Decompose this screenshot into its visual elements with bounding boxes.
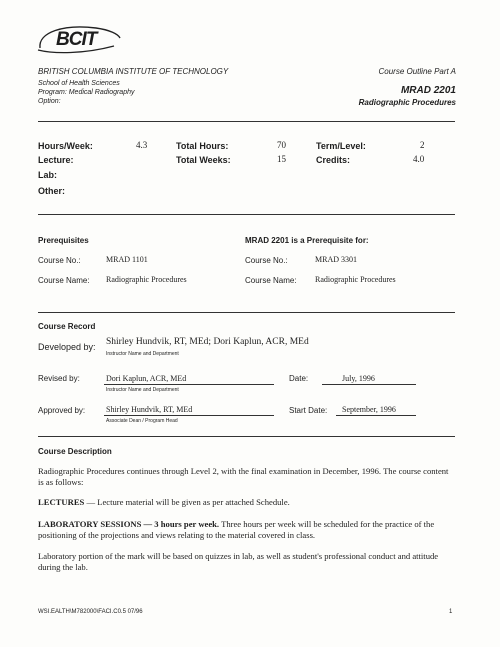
hours-week-value: 4.3 xyxy=(136,140,148,150)
lab-sessions-text: Three hours per week will be scheduled for the practice of the positioning of the projections and views relating to the material covered in class. xyxy=(38,519,435,540)
prereq-for-course-name-label: Course Name: xyxy=(245,276,297,285)
start-date-label: Start Date: xyxy=(289,406,328,415)
prereq-for-course-no-value: MRAD 3301 xyxy=(315,255,358,264)
start-date-value: September, 1996 xyxy=(342,405,396,414)
revised-underline xyxy=(104,384,274,385)
approved-label: Approved by: xyxy=(38,406,86,415)
prereq-heading: Prerequisites xyxy=(38,236,89,245)
prereq-for-heading: MRAD 2201 is a Prerequisite for: xyxy=(245,236,369,245)
description-paragraph-2 xyxy=(38,497,453,508)
credits-label: Credits: xyxy=(316,155,351,165)
date-label: Date: xyxy=(289,374,309,383)
page-number: 1 xyxy=(449,609,453,615)
approved-value: Shirley Hundvik, RT, MEd xyxy=(106,405,193,414)
course-code: MRAD 2201 xyxy=(400,85,456,96)
description-heading: Course Description xyxy=(38,447,112,456)
divider-record xyxy=(38,436,455,437)
term-level-label: Term/Level: xyxy=(316,141,366,151)
date-value: July, 1996 xyxy=(342,374,375,383)
prereq-for-course-name-value: Radiographic Procedures xyxy=(315,275,396,284)
developed-label: Developed by: xyxy=(38,342,96,352)
description-paragraph-1: Radiographic Procedures continues through Level 2, with the final examination in December, 1996. The course content is as follows: xyxy=(38,466,449,487)
lectures-lead: LECTURES xyxy=(38,497,85,507)
total-hours-label: Total Hours: xyxy=(176,141,229,151)
lecture-label: Lecture: xyxy=(38,155,74,165)
start-date-underline xyxy=(336,415,416,416)
revised-value: Dori Kaplun, ACR, MEd xyxy=(106,374,187,383)
prereq-course-no-label: Course No.: xyxy=(38,256,81,265)
developed-value: Shirley Hundvik, RT, MEd; Dori Kaplun, ACR, MEd xyxy=(106,337,309,347)
institute-name: BRITISH COLUMBIA INSTITUTE OF TECHNOLOGY xyxy=(38,67,229,76)
prereq-course-no-value: MRAD 1101 xyxy=(106,255,148,264)
program-name: Program: Medical Radiography xyxy=(38,89,135,96)
approved-caption: Associate Dean / Program Head xyxy=(106,418,178,424)
divider-prereq xyxy=(38,312,455,313)
term-level-value: 2 xyxy=(420,140,425,150)
bcit-logo xyxy=(34,20,124,60)
record-heading: Course Record xyxy=(38,322,96,331)
revised-label: Revised by: xyxy=(38,374,80,383)
description-paragraph-3 xyxy=(38,519,453,541)
description-paragraph-4: Laboratory portion of the mark will be based on quizzes in lab, as well as student's professional conduct and attitude during the lab. xyxy=(38,551,439,572)
logo-text: BCIT xyxy=(56,29,97,50)
total-hours-value: 70 xyxy=(277,140,286,150)
prereq-for-course-no-label: Course No.: xyxy=(245,256,288,265)
divider-header xyxy=(38,121,455,122)
prereq-course-name-value: Radiographic Procedures xyxy=(106,275,187,284)
total-weeks-value: 15 xyxy=(277,154,286,164)
date-underline xyxy=(322,384,416,385)
outline-part: Course Outline Part A xyxy=(378,67,456,76)
credits-value: 4.0 xyxy=(413,154,425,164)
prereq-course-name-label: Course Name: xyxy=(38,276,90,285)
footer-code: WSI.EALTH\M782000\FACI.C0.5 07/96 xyxy=(38,609,143,615)
other-label: Other: xyxy=(38,186,65,196)
divider-stats xyxy=(38,214,455,215)
option-label: Option: xyxy=(38,98,61,105)
lectures-text: — Lecture material will be given as per attached Schedule. xyxy=(84,497,290,507)
approved-underline xyxy=(104,415,274,416)
course-title: Radiographic Procedures xyxy=(358,98,456,107)
revised-caption: Instructor Name and Department xyxy=(106,387,179,393)
lab-label: Lab: xyxy=(38,170,57,180)
total-weeks-label: Total Weeks: xyxy=(176,155,231,165)
lab-sessions-lead: LABORATORY SESSIONS — 3 hours per week. xyxy=(38,519,220,529)
developed-caption: Instructor Name and Department xyxy=(106,351,179,357)
hours-week-label: Hours/Week: xyxy=(38,141,93,151)
school-name: School of Health Sciences xyxy=(38,80,120,87)
